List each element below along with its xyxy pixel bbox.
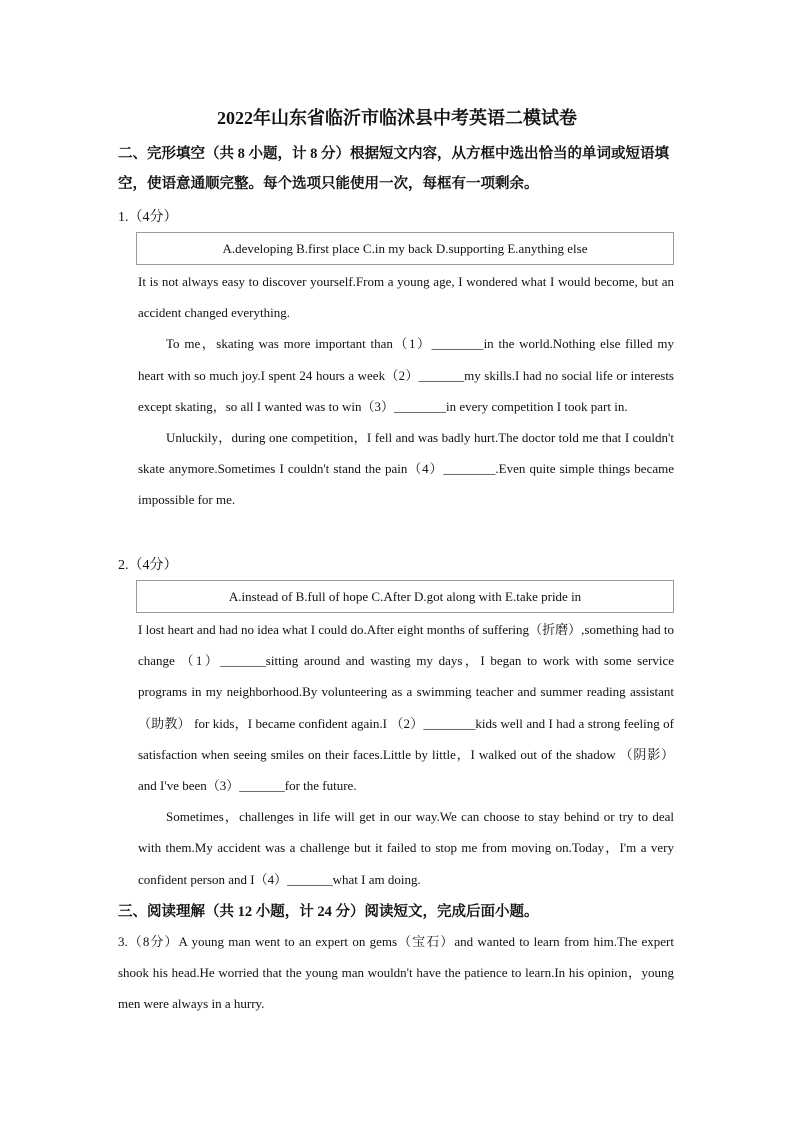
q1-paragraph-3: Unluckily，during one competition，I fell and was badly hurt.The doctor told me that I couldn't skate anymore.Sometimes I couldn't stand the pain（4）________.Even quite simple things became impossible for me. xyxy=(138,430,674,508)
question-2-options-box: A.instead of B.full of hope C.After D.got along with E.take pride in xyxy=(136,580,674,613)
q3-paragraph-1: 3.（8分）A young man went to an expert on gems（宝石）and wanted to learn from him.The expert shook his head.He worried that the young man wouldn't have the patience to learn.In his opinion，young men were always in a hurry. xyxy=(118,934,674,1012)
q1-paragraph-1: It is not always easy to discover yourself.From a young age, I wondered what I would become, but an accident changed everything. xyxy=(138,274,674,321)
q2-paragraph-2: Sometimes，challenges in life will get in our way.We can choose to stay behind or try to deal with them.My accident was a challenge but it failed to stop me from moving on.Today，I'm a very confident person and I（4）_______what I am doing. xyxy=(138,809,674,887)
section-3-heading: 三、阅读理解（共 12 小题，计 24 分）阅读短文，完成后面小题。 xyxy=(118,904,539,920)
question-1-passage xyxy=(138,266,674,516)
section-2-heading: 二、完形填空（共 8 小题，计 8 分）根据短文内容，从方框中选出恰当的单词或短语填空，使语意通顺完整。每个选项只能使用一次，每框有一项剩余。 xyxy=(118,146,669,192)
question-2-label: 2.（4分） xyxy=(118,558,178,573)
question-1-options-box: A.developing B.first place C.in my back D.supporting E.anything else xyxy=(136,232,674,265)
question-2-passage xyxy=(138,614,674,895)
question-1-label: 1.（4分） xyxy=(118,210,178,225)
question-3-passage xyxy=(118,926,674,1020)
page-title: 2022年山东省临沂市临沭县中考英语二模试卷 xyxy=(217,108,577,128)
q1-paragraph-2: To me，skating was more important than（1）________in the world.Nothing else filled my heart with so much joy.I spent 24 hours a week（2）_______my skills.I had no social life or interests except skating，so all I wanted was to win（3）________in every competition I took part in. xyxy=(138,336,674,414)
q2-paragraph-1: I lost heart and had no idea what I could do.After eight months of suffering（折磨）,something had to change （1）_______sitting around and wasting my days，I began to work with some service programs in my neighborhood.By volunteering as a swimming teacher and summer reading assistant（助教） for kids，I became confident again.I （2）________kids well and I had a strong feeling of satisfaction when seeing smiles on their faces.Little by little，I walked out of the shadow （阴影）and I've been（3）_______for the future. xyxy=(138,622,674,794)
